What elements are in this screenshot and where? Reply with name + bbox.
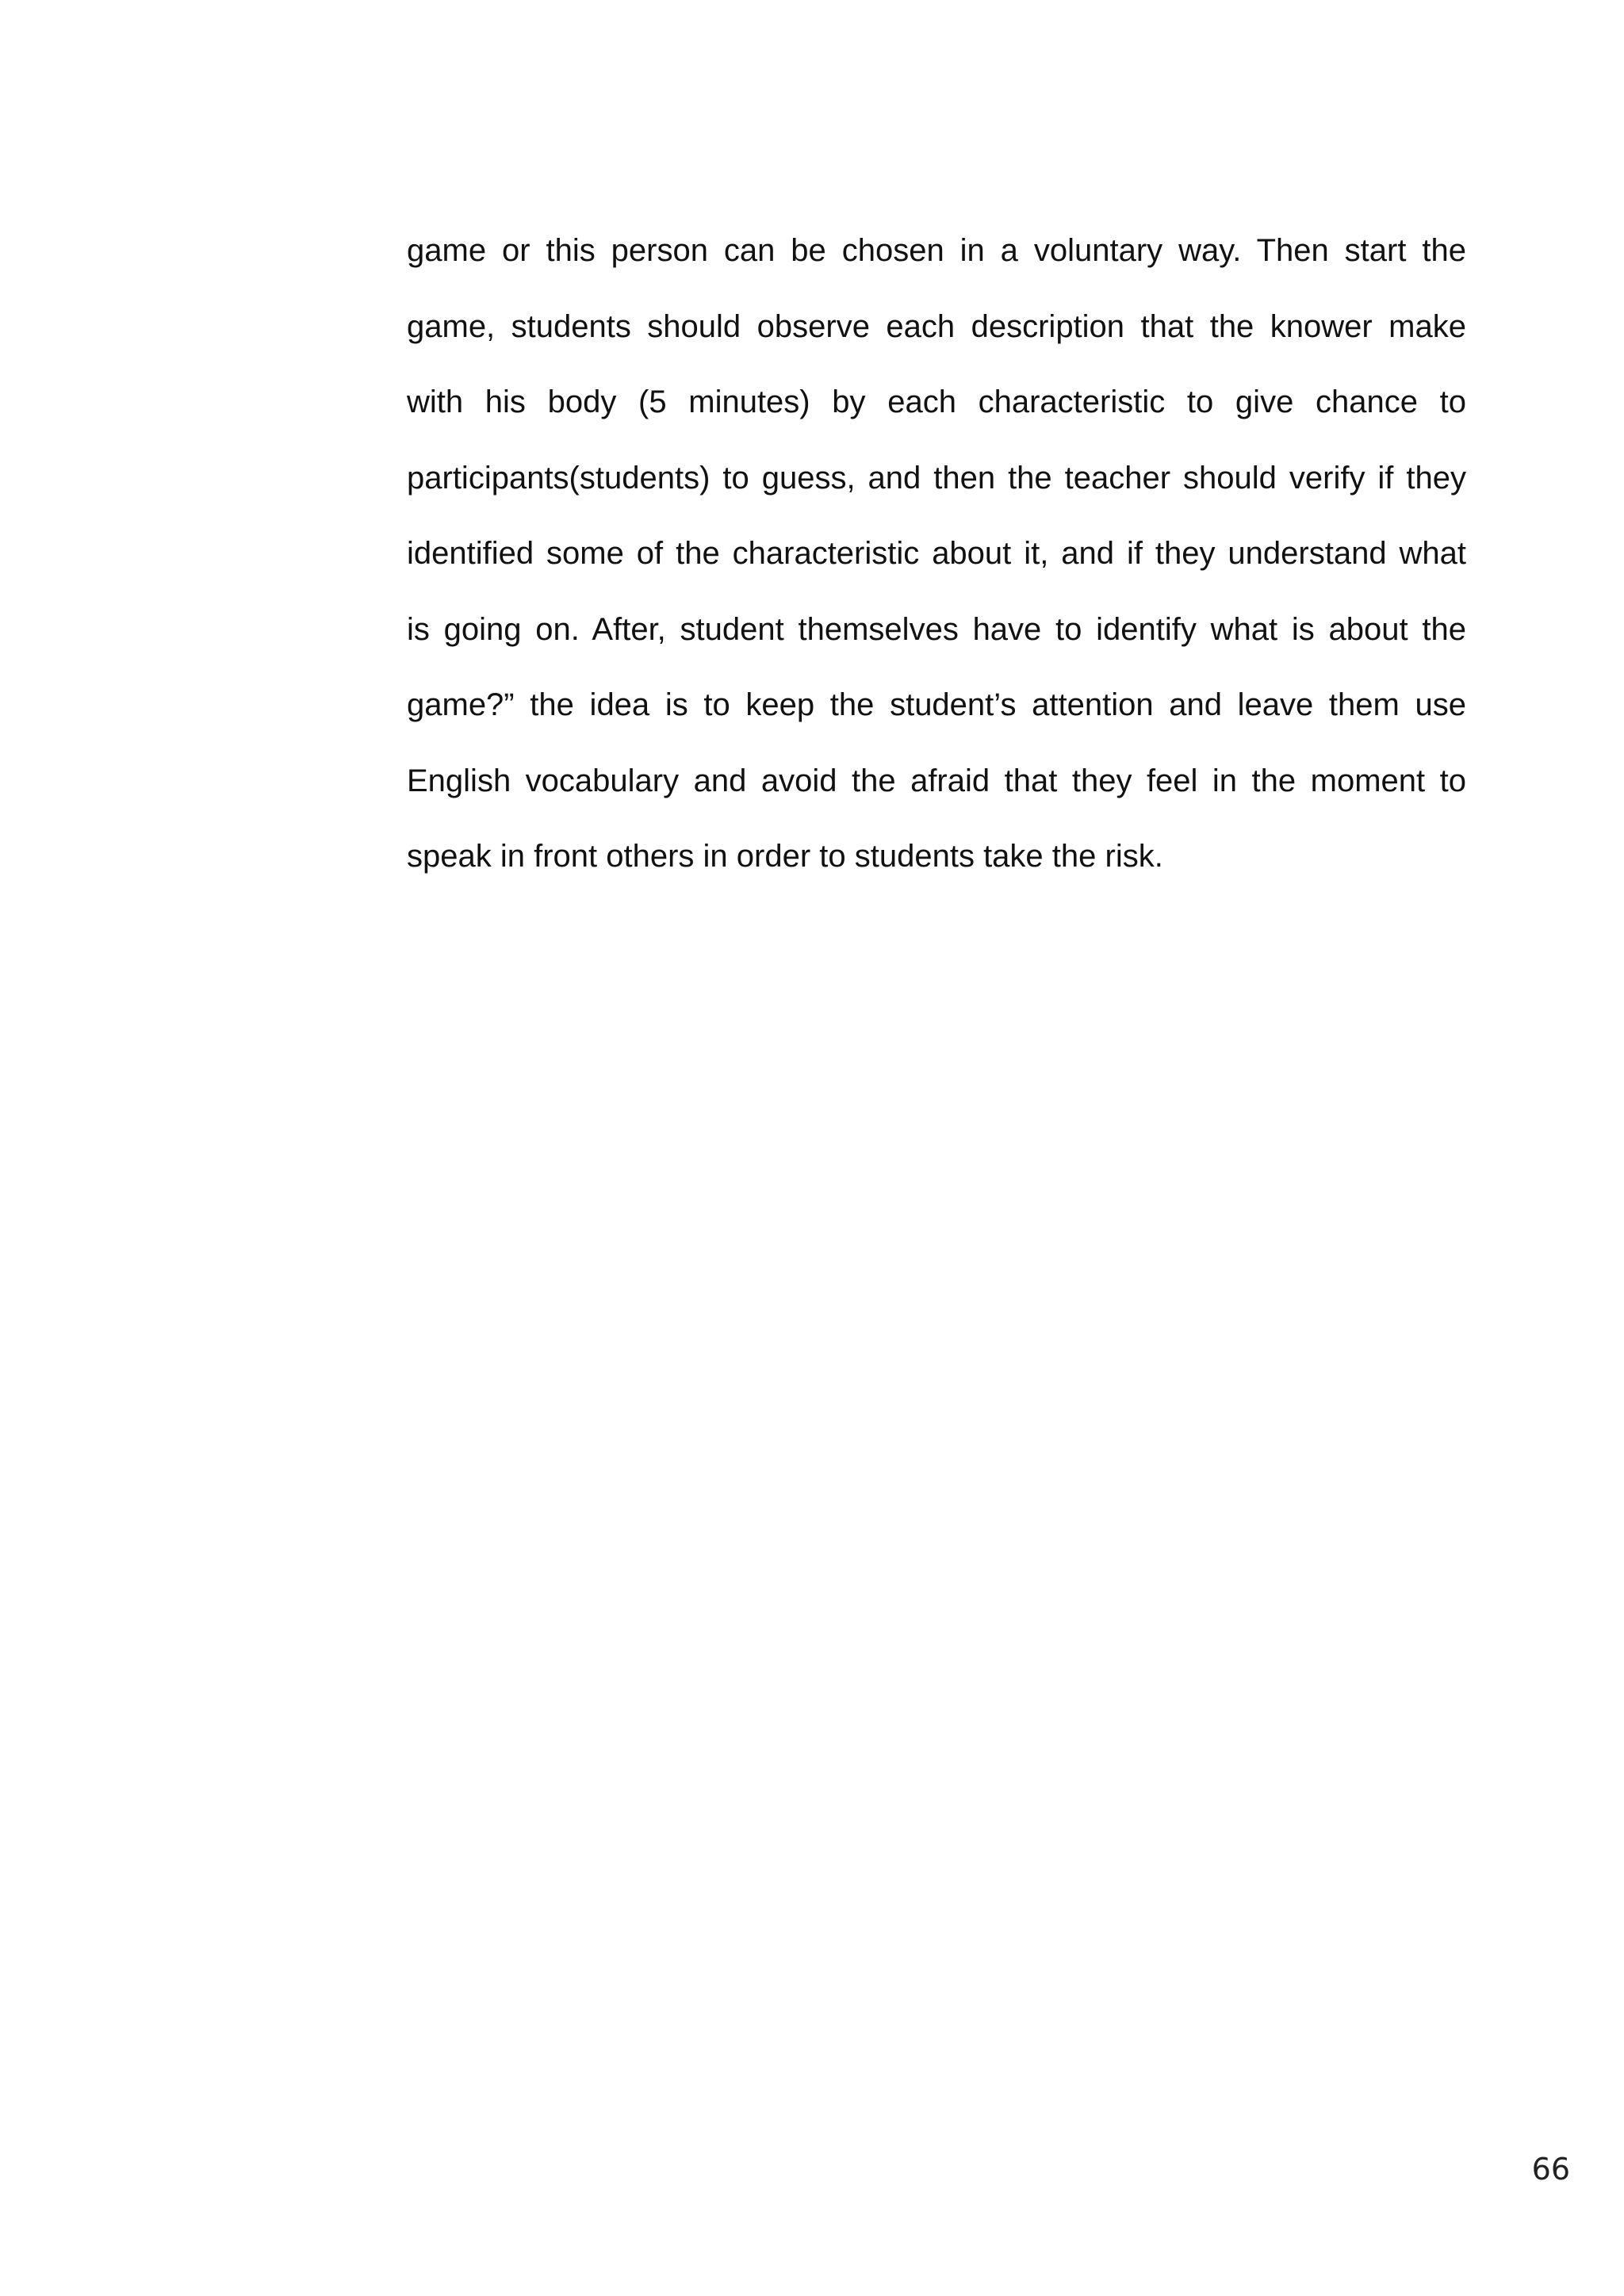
paragraph-line: game or this person can be chosen in a voluntary way. Then start the	[407, 233, 1466, 268]
paragraph-line: identified some of the characteristic about it, and if they understand what	[407, 536, 1466, 571]
page-number: 66	[1531, 2152, 1570, 2187]
paragraph-line-last: speak in front others in order to students take the risk.	[407, 839, 1163, 874]
paragraph-line: English vocabulary and avoid the afraid that they feel in the moment to	[407, 763, 1466, 798]
paragraph-line: game, students should observe each description that the knower make	[407, 308, 1466, 344]
paragraph-line: is going on. After, student themselves have to identify what is about the	[407, 611, 1466, 647]
paragraph-line: game?” the idea is to keep the student’s attention and leave them use	[407, 687, 1466, 722]
body-paragraph	[407, 222, 1466, 904]
paragraph-line: participants(students) to guess, and then the teacher should verify if they	[407, 460, 1466, 496]
paragraph-line: with his body (5 minutes) by each characteristic to give chance to	[407, 385, 1466, 419]
